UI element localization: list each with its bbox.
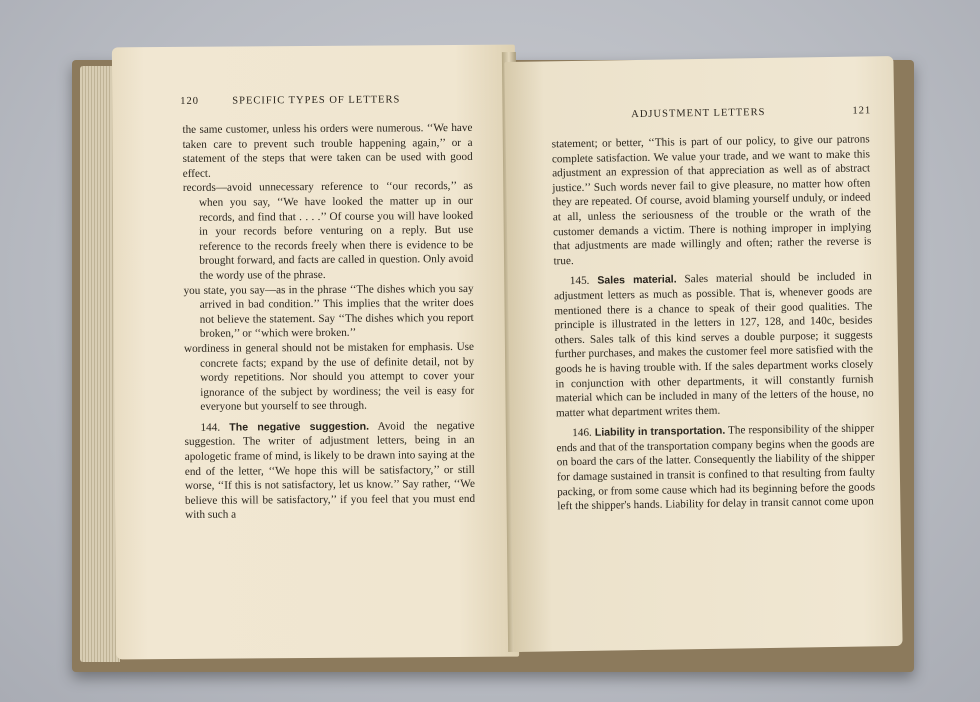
right-running-title: ADJUSTMENT LETTERS (631, 106, 766, 121)
left-running-title: SPECIFIC TYPES OF LETTERS (232, 94, 401, 107)
section-144-number: 144. (200, 421, 221, 434)
section-145-text: Sales material should be included in adjustment letters as much as possible. That is, whenever goods are mentioned there is a chance to speak of their good qualities. The principle is illustrated in the letters in 127, 128, and 140c, besides others. Sales talk of this kind serves a double purpose; it suggests further purchases, and makes the customer feel more satisfied with the goods he is having trouble with. If the sales department works closely in conjunction with other departments, it will constantly furnish material which can be included in many of the letters of the house, no matter what department writes them. (553, 270, 874, 420)
entry-wordiness (184, 340, 475, 415)
entry-you-say-term: you state, you say (183, 283, 265, 297)
section-145 (554, 270, 874, 421)
right-running-head (551, 104, 872, 121)
left-page (112, 45, 519, 660)
left-body-text (182, 121, 475, 523)
section-146-number: 146. (572, 427, 592, 440)
left-running-head (180, 93, 480, 107)
entry-you-say (184, 281, 474, 341)
right-page (504, 56, 902, 652)
left-page-number: 120 (180, 95, 200, 107)
entry-records (183, 179, 474, 283)
right-body-text (552, 132, 876, 514)
right-para-continued: statement; or better, ‘‘This is part of our policy, to give our patrons complete satisfaction. We value your trade, and we want to make this adjustment an expression of that appreciation as well as of abstract justice.’’ Such words never fail to give pleasure, no matter how often they are repeated. Of course, avoid blaming yourself unduly, or indeed at all, unless the seriousness of the trouble or the wrath of the customer demands a victim. There is nothing improper in implying that adjustments are made willingly and often; rather the reverse is true. (551, 133, 872, 268)
section-146-text: The responsibility of the shipper ends and that of the transportation company begins when the goods are on board the cars of the latter. Consequently the liability of the shipper for damage sustained in transit is confined to that resulting from faulty packing, or from some cause which had its beginning before the goods left the shipper's hands. Liability for delay in transit cannot come upon (556, 422, 876, 513)
entry-you-say-text: —as in the phrase ‘‘The dishes which you say arrived in bad condition.’’ This implies that the writer does not believe the statement. Say ‘‘The dishes which you report broken,’’ or ‘‘which were broken.’’ (199, 282, 474, 341)
entry-wordiness-term: wordiness (183, 342, 230, 355)
entry-records-text: —avoid unnecessary reference to ‘‘our records,’’ as when you say, ‘‘We have looked the matter up in our records, and find that . . . .’’ Of course you will have looked in your records before venturing on a reply. But use reference to the records freely when there is evidence to be brought forward, and facts are called in question. Only avoid the wordy use of the phrase. (198, 180, 474, 282)
entry-records-term: records (182, 182, 216, 195)
right-page-number: 121 (852, 105, 872, 117)
section-145-number: 145. (569, 275, 590, 288)
section-145-title: Sales material. (597, 273, 677, 288)
left-para-continued: the same customer, unless his orders were numerous. ‘‘We have taken care to prevent such trouble happening again,’’ or a statement of the steps that were taken can be used with good effect. (182, 121, 473, 180)
section-144-text: Avoid the negative suggestion. The writer of adjustment letters, being in an apologetic frame of mind, is likely to be drawn into saying at the end of the letter, ‘‘We hope this will be satisfactory,’’ or still worse, ‘‘If this is not satisfactory, let us know.’’ Say rather, ‘‘We believe this will be satisfactory,’’ if you feel that you must end with such a (184, 419, 476, 522)
section-146 (556, 422, 875, 515)
section-144-title: The negative suggestion. (229, 420, 370, 434)
section-146-title: Liability in transportation. (594, 424, 726, 439)
entry-wordiness-text: in general should not be mistaken for emphasis. Use concrete facts; expand by the use of definite detail, not by wordy repetitions. Nor should you attempt to cover your ignorance of the subject by wordiness; the veil is easy for everyone but yourself to see through. (200, 340, 475, 414)
section-144 (184, 419, 475, 523)
